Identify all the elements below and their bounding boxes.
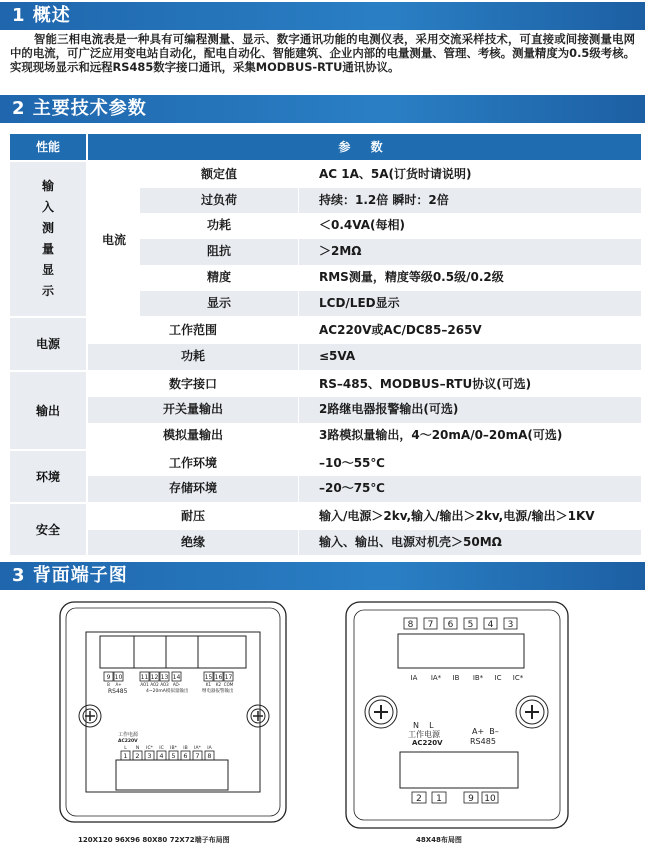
terminal-number: 9	[106, 673, 111, 681]
section-title-specs: 2 主要技术参数	[0, 95, 645, 123]
terminal-label: N	[135, 746, 140, 751]
terminal-label: AO2	[150, 682, 159, 687]
terminal-number: 1	[436, 793, 442, 804]
terminal-number: 11	[140, 673, 149, 681]
terminal-label: B	[107, 682, 110, 687]
left-power-voltage: AC220V	[118, 739, 138, 744]
right-rs485-label: RS485	[470, 737, 496, 746]
terminal-number: 2	[135, 751, 140, 760]
param-value: LCD/LED显示	[298, 291, 641, 317]
spec-category: 电源	[10, 318, 86, 369]
terminal-number: 1	[123, 751, 128, 760]
category-char: 输	[41, 179, 54, 194]
table-row	[88, 397, 641, 423]
terminal-label: IC	[494, 674, 502, 682]
terminal-number: 12	[150, 673, 159, 681]
spec-category: 安全	[10, 504, 86, 555]
table-row	[140, 265, 641, 291]
spec-group	[10, 162, 641, 316]
param-name: 功耗	[180, 348, 205, 363]
terminal-number: 16	[214, 673, 223, 681]
param-name: 精度	[206, 269, 231, 284]
param-name: 工作环境	[168, 455, 217, 470]
section-title-overview: 1 概述	[0, 2, 645, 30]
specs-table	[10, 134, 641, 549]
table-row	[88, 344, 641, 370]
overview-paragraph: 智能三相电流表是一种具有可编程测量、显示、数字通讯功能的电测仪表，采用交流采样技术，可直接或间接测量电网中的电流，可广泛应用变电站自动化，配电自动化、智能建筑、企业内部的电量测量、管理、考核。测量精度为0.5级考核。实现现场显示和远程RS485数字接口通讯，采集MODBUS-RTU通讯协议。	[10, 32, 635, 74]
table-row	[88, 476, 641, 502]
param-value: 持续：1.2倍 瞬时：2倍	[298, 188, 641, 214]
right-terminal-diagram	[346, 602, 568, 844]
param-name: 开关量输出	[162, 402, 223, 417]
terminal-label: L	[124, 746, 127, 751]
left-diagram-caption: 120X120 96X96 80X80 72X72端子布局图	[78, 836, 230, 844]
table-row	[88, 318, 641, 344]
param-value: RS–485、MODBUS–RTU协议(可选)	[298, 372, 641, 398]
terminal-number: 3	[507, 619, 514, 630]
header-performance: 性能	[10, 134, 86, 160]
section-title-terminals: 3 背面端子图	[0, 562, 645, 590]
terminal-label: A+	[115, 682, 122, 687]
terminal-number: 7	[427, 619, 434, 630]
table-row	[140, 213, 641, 239]
terminal-label: IB*	[170, 746, 177, 751]
terminal-number: 5	[171, 751, 176, 760]
left-power-label: 工作电源	[118, 732, 139, 738]
terminal-label: AO-	[172, 682, 181, 687]
param-name: 耐压	[180, 509, 205, 524]
param-name: 功耗	[206, 218, 231, 233]
table-row	[88, 372, 641, 398]
left-terminal-diagram	[60, 602, 286, 844]
category-char: 量	[41, 242, 54, 257]
terminal-number: 10	[114, 673, 123, 681]
terminal-label: IC	[159, 746, 164, 751]
terminal-number: 3	[147, 751, 152, 760]
param-value: ＞2MΩ	[298, 239, 641, 265]
terminal-number: 7	[195, 751, 200, 760]
right-power-label: 工作电源	[408, 730, 440, 739]
param-value: ＜0.4VA(每相)	[298, 213, 641, 239]
table-row	[88, 504, 641, 530]
spec-category	[10, 162, 86, 316]
terminal-label: K1	[205, 682, 212, 687]
terminal-label: IC*	[146, 746, 153, 751]
terminal-label: IA*	[194, 746, 201, 751]
param-name: 阻抗	[206, 244, 231, 259]
param-name: 模拟量输出	[162, 427, 223, 442]
terminal-label: IA	[207, 746, 212, 751]
terminal-label: AO3	[160, 682, 169, 687]
spec-group	[10, 504, 641, 555]
table-row	[88, 530, 641, 556]
terminal-number: 8	[207, 751, 212, 760]
spec-group	[10, 318, 641, 369]
table-row	[88, 451, 641, 477]
spec-category: 环境	[10, 451, 86, 502]
param-name: 显示	[206, 295, 231, 310]
table-row	[140, 291, 641, 317]
terminal-label: IB	[183, 746, 188, 751]
terminal-number: 14	[172, 673, 181, 681]
left-top-terminal-numbers	[104, 672, 233, 681]
param-value: –20～75℃	[298, 476, 641, 502]
terminal-number: 4	[159, 751, 164, 760]
spec-subcategory: 电流	[88, 162, 140, 316]
param-name: 过负荷	[200, 192, 237, 207]
param-name: 额定值	[200, 167, 237, 181]
table-row	[140, 239, 641, 265]
table-row	[88, 423, 641, 449]
right-power-voltage: AC220V	[412, 739, 443, 747]
terminal-label: IA	[410, 674, 418, 682]
terminal-number: 4	[487, 619, 494, 630]
right-diagram-caption: 48X48布局图	[416, 836, 462, 844]
terminal-number: 17	[224, 673, 233, 681]
terminal-number: 5	[467, 619, 474, 630]
header-parameters: 参 数	[88, 134, 641, 160]
terminal-number: 15	[204, 673, 213, 681]
terminal-diagrams	[0, 594, 645, 864]
terminal-label: IA*	[430, 674, 442, 682]
terminal-label: IC*	[512, 674, 524, 682]
right-nl-label: N L	[413, 721, 434, 730]
param-name: 绝缘	[180, 534, 205, 549]
terminal-label: IB	[452, 674, 460, 682]
param-value: 2路继电器报警输出(可选)	[298, 397, 641, 423]
left-analog-group-label: 4~20mA模拟量输出	[146, 689, 189, 694]
category-char: 入	[41, 200, 54, 215]
param-name: 数字接口	[168, 376, 217, 391]
terminal-number: 6	[183, 751, 188, 760]
param-value: 输入/电源＞2kv,输入/输出＞2kv,电源/输出＞1KV	[298, 504, 641, 530]
right-ab-label: A+ B–	[472, 727, 499, 736]
terminal-number: 13	[160, 673, 169, 681]
terminal-number: 6	[447, 619, 454, 630]
terminal-label: K2	[215, 682, 222, 687]
table-row	[140, 188, 641, 214]
category-char: 测	[41, 221, 54, 236]
terminal-number: 10	[484, 793, 496, 804]
left-rs485-label: RS485	[108, 688, 128, 695]
terminal-number: 2	[416, 793, 422, 804]
category-char: 显	[41, 263, 54, 278]
spec-group	[10, 372, 641, 449]
terminal-label: AO1	[140, 682, 149, 687]
param-value: ≤5VA	[298, 344, 641, 370]
terminal-number: 9	[468, 793, 474, 804]
terminal-number: 8	[407, 619, 414, 630]
param-value: RMS测量，精度等级0.5级/0.2级	[298, 265, 641, 291]
spec-group	[10, 451, 641, 502]
terminal-label: IB*	[472, 674, 484, 682]
terminal-label: COM	[223, 682, 234, 687]
param-name: 工作范围	[168, 323, 217, 338]
left-relay-group-label: 继电器报警输出	[202, 689, 234, 694]
spec-category: 输出	[10, 372, 86, 449]
param-value: AC220V或AC/DC85–265V	[298, 318, 641, 344]
param-value: 输入、输出、电源对机壳＞50MΩ	[298, 530, 641, 556]
category-char: 示	[41, 284, 54, 299]
table-row	[140, 162, 641, 188]
param-value: 3路模拟量输出，4～20mA/0–20mA(可选)	[298, 423, 641, 449]
param-value: AC 1A、5A(订货时请说明)	[298, 162, 641, 188]
param-name: 存储环境	[168, 481, 217, 496]
param-value: –10～55℃	[298, 451, 641, 477]
terminal-diagrams-svg	[0, 594, 645, 864]
